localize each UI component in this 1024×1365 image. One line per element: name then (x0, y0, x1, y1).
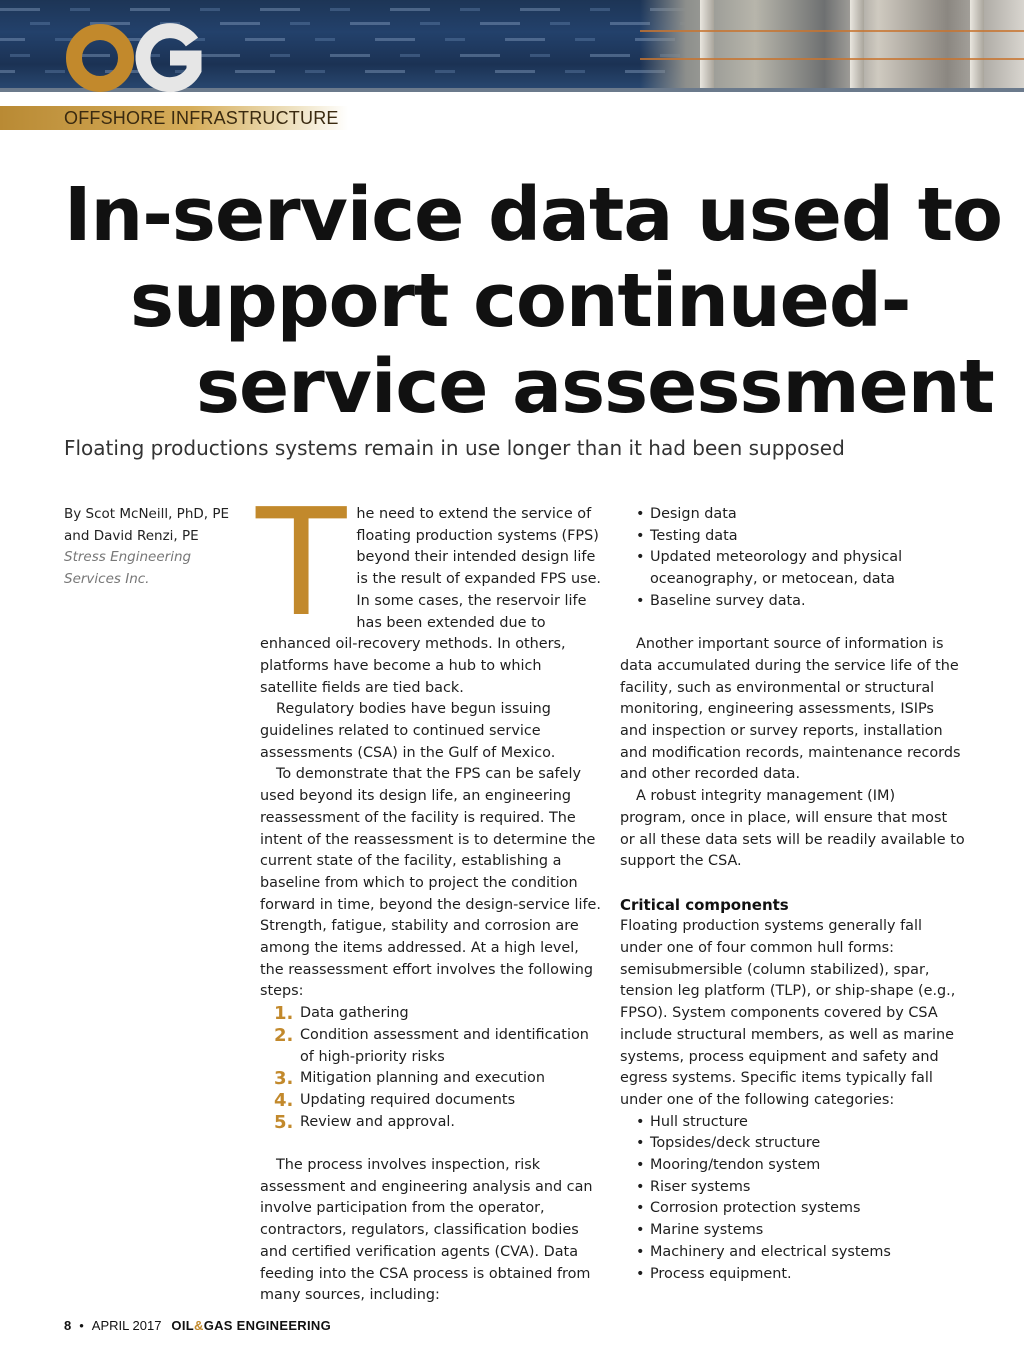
drop-cap: T (256, 477, 347, 649)
list-item-text: Testing data (650, 527, 738, 544)
list-item (636, 1242, 965, 1264)
list-item (274, 1025, 602, 1068)
list-item (636, 1198, 965, 1220)
bullet-icon: • (636, 549, 645, 566)
bullet-icon: • (636, 1135, 645, 1152)
deck-subtitle: Floating productions systems remain in use longer than it had been supposed (64, 436, 845, 460)
list-item-text: Baseline survey data. (650, 592, 806, 609)
list-item-text: Hull structure (650, 1113, 748, 1130)
list-item (636, 1133, 965, 1155)
bullet-icon: • (636, 1265, 645, 1282)
list-item (274, 1003, 602, 1025)
paragraph-gap (260, 1133, 602, 1155)
paragraph-gap (620, 873, 965, 895)
step-number: 1. (274, 1003, 294, 1025)
step-number: 5. (274, 1111, 294, 1133)
list-item-text: Corrosion protection systems (650, 1200, 861, 1217)
list-item (274, 1112, 602, 1134)
byline-author-2: and David Renzi, PE (64, 527, 199, 544)
paragraph-service-data: Another important source of information is data accumulated during the service life of the facility, such as environmental or structural monitoring, engineering assessments, ISIPs and inspection or survey reports, installation and modification records, maintenance records and other recorded data. (620, 636, 961, 783)
magazine-name (171, 1318, 331, 1333)
list-item (636, 1220, 965, 1242)
bullet-icon: • (636, 592, 645, 609)
list-item (636, 504, 965, 526)
list-item-text: Marine systems (650, 1222, 764, 1239)
list-item (636, 1112, 965, 1134)
footer-separator: • (79, 1318, 84, 1333)
structure-beam (970, 0, 984, 92)
page-number: 8 (64, 1318, 72, 1333)
step-text: Updating required documents (300, 1091, 516, 1108)
paragraph-process: The process involves inspection, risk assessment and engineering analysis and can involve participation from the operator, contractors, regulators, classification bodies and certified verification agents (CVA). Data feeding into the CSA process is obtained from many sources, including: (260, 1157, 593, 1304)
byline-company-1: Stress Engineering (64, 549, 192, 566)
bullet-icon: • (636, 1157, 645, 1174)
list-item (636, 1264, 965, 1286)
step-text: Mitigation planning and execution (300, 1070, 545, 1087)
list-item-text: Design data (650, 506, 737, 522)
data-sources-list (620, 504, 965, 613)
section-label: OFFSHORE INFRASTRUCTURE (64, 108, 339, 128)
list-item (636, 591, 965, 613)
byline (64, 504, 254, 590)
list-item-text: Topsides/deck structure (650, 1135, 821, 1152)
article-column-1 (256, 477, 602, 1307)
list-item (636, 1155, 965, 1177)
article-column-2 (620, 504, 965, 1285)
step-text: Review and approval. (300, 1113, 455, 1130)
components-list (620, 1112, 965, 1286)
magazine-name-amp: & (194, 1318, 204, 1333)
byline-author-1: By Scot McNeill, PhD, PE (64, 506, 230, 522)
paragraph-reassessment: To demonstrate that the FPS can be safely used beyond its design life, an engineering reassessment of the facility is required. The intent of the reassessment is to determine the current state of the facility, establishing a baseline from which to project the condition forward in time, beyond the design-service life. Strength, fatigue, stability and corrosion are among the items addressed. At a high level, the reassessment effort involves the following steps: (260, 766, 601, 1000)
structure-beam (700, 0, 714, 92)
bullet-icon: • (636, 1243, 645, 1260)
paragraph-hull-forms: Floating production systems generally fall under one of four common hull forms: semisubmersible (column stabilized), spar, tension leg platform (TLP), or ship-shape (e.g., FPSO). System components covered by CSA include structural members, as well as marine systems, process equipment and safety and egress systems. Specific items typically fall under one of the following categories: (620, 918, 956, 1108)
og-logo (60, 22, 210, 102)
byline-company-2: Services Inc. (64, 570, 150, 587)
paragraph-im-program: A robust integrity management (IM) program, once in place, will ensure that most or all these data sets will be readily available to support the CSA. (620, 788, 965, 870)
structure-cable (640, 30, 1024, 32)
step-number: 4. (274, 1089, 294, 1111)
step-text: Data gathering (300, 1005, 409, 1022)
list-item (274, 1090, 602, 1112)
page-footer (64, 1318, 331, 1333)
bullet-icon: • (636, 506, 645, 522)
steps-list (260, 1003, 602, 1133)
bullet-icon: • (636, 1200, 645, 1217)
issue-date: APRIL 2017 (91, 1318, 162, 1333)
magazine-name-rest: GAS ENGINEERING (203, 1318, 331, 1333)
bullet-icon: • (636, 527, 645, 544)
list-item-text: Process equipment. (650, 1265, 792, 1282)
step-number: 3. (274, 1068, 294, 1090)
paragraph-regulatory: Regulatory bodies have begun issuing guidelines related to continued service assessments (CSA) in the Gulf of Mexico. (260, 701, 556, 761)
list-item (636, 1177, 965, 1199)
paragraph-gap (620, 613, 965, 635)
list-item-text: Updated meteorology and physical oceanography, or metocean, data (650, 549, 903, 588)
bullet-icon: • (636, 1178, 645, 1195)
paragraph-intro-text: he need to extend the service of floating production systems (FPS) beyond their intended design life is the result of expanded FPS use. In some cases, the reservoir life has been extended due to enhanced oil-recovery methods. In others, platforms have become a hub to which satellite fields are tied back. (260, 506, 601, 696)
step-text: Condition assessment and identification of high-priority risks (300, 1026, 589, 1065)
structure-cable (640, 58, 1024, 60)
bullet-icon: • (636, 1222, 645, 1239)
step-number: 2. (274, 1024, 294, 1046)
headline-line-1: In-service data used to (64, 172, 1002, 258)
list-item-text: Mooring/tendon system (650, 1157, 821, 1174)
paragraph-intro (256, 477, 602, 699)
magazine-name-oil: OIL (171, 1318, 194, 1333)
headline-line-2: support continued- (130, 258, 911, 344)
subhead-critical-components: Critical components (620, 895, 789, 914)
list-item (636, 526, 965, 548)
structure-beam (850, 0, 864, 92)
list-item (274, 1068, 602, 1090)
list-item (636, 547, 965, 590)
bullet-icon: • (636, 1113, 645, 1130)
headline-line-3: service assessment (196, 344, 994, 430)
list-item-text: Riser systems (650, 1178, 751, 1195)
platform-structure-photo (640, 0, 1024, 92)
list-item-text: Machinery and electrical systems (650, 1243, 891, 1260)
